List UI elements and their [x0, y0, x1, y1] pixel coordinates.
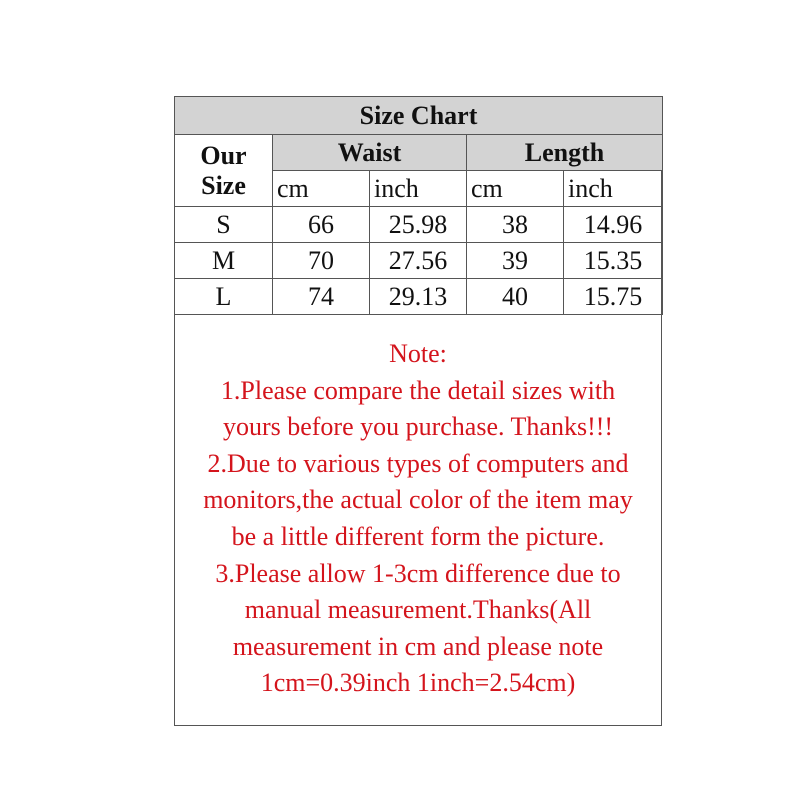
note-line: 1.Please compare the detail sizes with — [220, 375, 616, 405]
waist-cm-value: 74 — [273, 279, 370, 315]
note-line: monitors,the actual color of the item may — [203, 485, 633, 515]
our-size-line1: Our — [200, 140, 247, 170]
note-line: measurement in cm and please note — [232, 631, 604, 661]
waist-inch-unit: inch — [370, 171, 467, 207]
waist-cm-value: 66 — [273, 207, 370, 243]
length-cm-value: 40 — [467, 279, 564, 315]
note-line: 3.Please allow 1-3cm difference due to — [215, 558, 621, 588]
table-row — [175, 207, 663, 243]
length-header: Length — [467, 135, 663, 171]
table-row — [175, 279, 663, 315]
size-chart-table — [174, 96, 663, 315]
note-heading: Note: — [389, 339, 447, 368]
waist-cm-value: 70 — [273, 243, 370, 279]
waist-cm-unit: cm — [273, 171, 370, 207]
note-line: be a little different form the picture. — [231, 521, 605, 551]
note-line: manual measurement.Thanks(All — [244, 595, 592, 625]
header-row — [175, 135, 663, 171]
length-cm-value: 38 — [467, 207, 564, 243]
length-inch-value: 14.96 — [564, 207, 663, 243]
chart-title: Size Chart — [175, 97, 663, 135]
size-label: S — [175, 207, 273, 243]
length-cm-value: 39 — [467, 243, 564, 279]
waist-inch-value: 27.56 — [370, 243, 467, 279]
size-label: L — [175, 279, 273, 315]
length-inch-value: 15.75 — [564, 279, 663, 315]
waist-inch-value: 25.98 — [370, 207, 467, 243]
note-section — [175, 336, 661, 702]
waist-inch-value: 29.13 — [370, 279, 467, 315]
note-line: 2.Due to various types of computers and — [207, 448, 629, 478]
length-inch-value: 15.35 — [564, 243, 663, 279]
size-label: M — [175, 243, 273, 279]
waist-header: Waist — [273, 135, 467, 171]
our-size-header — [175, 135, 273, 207]
length-cm-unit: cm — [467, 171, 564, 207]
note-line: 1cm=0.39inch 1inch=2.54cm) — [260, 668, 576, 698]
our-size-line2: Size — [201, 170, 246, 200]
note-line: yours before you purchase. Thanks!!! — [222, 412, 614, 442]
length-inch-unit: inch — [564, 171, 663, 207]
table-row — [175, 243, 663, 279]
title-row — [175, 97, 663, 135]
